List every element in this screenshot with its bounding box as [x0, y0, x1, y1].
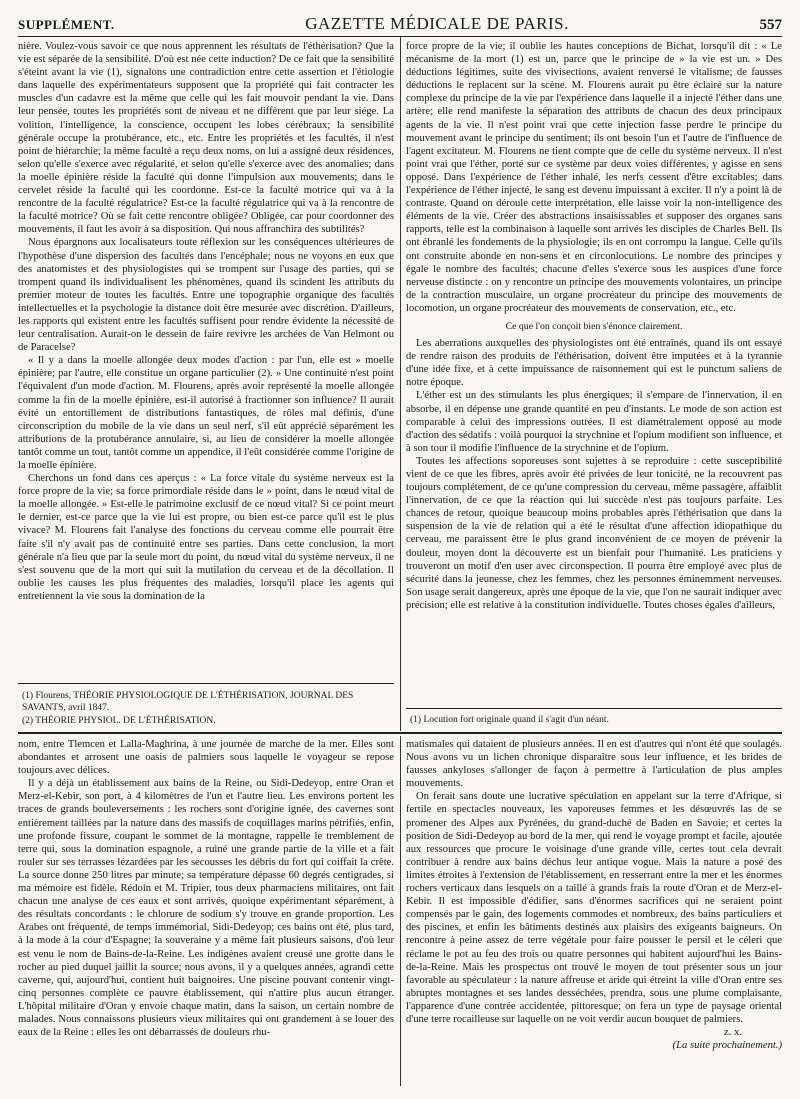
paragraph: nière. Voulez-vous savoir ce que nous apprennent les résultats de l'éthérisation? Que la vie est séparée de la sensibilité. D'où est née cette induction? De ce fait que la sensibilité s'éteint avant la vie (1), signalons une contradiction entre cette assertion et l'étiologie dans laquelle des expérimentateurs supposent que la propriété qui fait contracter les muscles d'un cadavre est la même que celle qui les fait mouvoir pendant la vie. Dans leur pensée, toutes les propriétés sont de niveau et ne diffèrent que par leur siége. La volition, l'intelligence, la conscience, occupent les lobes cérébraux; la sensibilité générale occupe la protubérance, etc., etc. Entre les propriétés et les facultés, il n'est point de hiérarchie; la même faculté a reçu deux noms, on lui a assigné deux résidences, selon qu'elle s'exerce avec régularité, et selon qu'elle s'exerce avec des anomalies; dans la moelle épinière réside la faculté qui donne l'impulsion aux mouvements; dans le cervelet réside la faculté qui les coordonne. Est-ce la faculté motrice qui va à la rencontre de la faculté régulatrice? Est-ce la faculté régulatrice qui va à la rencontre de la faculté motrice? Où se fait cette rencontre obligée? Obligée, car pour coordonner des mouvements, il faut les avoir à sa disposition. Qui nous affranchira des subtilités? [18, 41, 394, 236]
lower-right-column [406, 738, 782, 1090]
author-signature: z. x. [724, 1027, 742, 1039]
paragraph: « Il y a dans la moelle allongée deux modes d'action : par l'un, elle est » moelle épinière; par l'autre, elle constitue un organe particulier (2). » Une continuité n'est point l'équivalent d'un mode d'action. M. Flourens, après avoir représenté la moelle allongée comme la fin de la moelle épinière, est-il autorisé à fractionner son influence? Il aurait évité un entortillement de distributions fantastiques, de rôles mal définis, d'une circonscription du mobile de la vie dans un seul nerf, s'il eût apprécié séparément les attributions de la protubérance annulaire, si, au lieu de considérer la moelle allongée tantôt comme un tout, tantôt comme un appendice, il l'eût considérée comme l'origine de la moelle épinière. [18, 355, 394, 471]
upper-left-footnotes [18, 690, 394, 728]
paragraph: Toutes les affections soporeuses sont sujettes à se reproduire : cette susceptibilité vient de ce que les fibres, après avoir été privées de leur tonicité, ne la recouvrent pas toujours complétement, de ce qu'une compression du cerveau, même passagère, affaiblit l'innervation, de ce que la réaction qui lui succède n'est pas toujours parfaite. Les chances de retour, quoique beaucoup moins probables après l'éthérisation que dans la suspension de la vie de relation qui a été le résultat d'une affection idiopathique du cerveau, me paraissent être le plus grand inconvénient de ce moyen de prévenir la douleur, moyen dont la découverte est un bienfait pour l'humanité. Les praticiens y trouveront un motif d'en user avec circonspection. Il pourra être employé avec plus de sécurité dans la jeunesse, chez les femmes, chez les personnes éminemment nerveuses. Son usage serait dangereux, après une époque de la vie, que l'on ne saurait indiquer avec précision; elle est relative à la constitution individuelle. Toutes choses égales d'ailleurs, [406, 455, 782, 611]
section-separator [18, 732, 782, 734]
footnote: (1) Flourens, THÉORIE PHYSIOLOGIQUE DE L'ÉTHÉRISATION, JOURNAL DES SAVANTS, avril 1847. [22, 691, 354, 713]
journal-title: GAZETTE MÉDICALE DE PARIS. [305, 14, 569, 33]
paragraph: Il y a déjà un établissement aux bains de la Reine, ou Sidi-Dedeyop, entre Oran et Merz-el-Kebir, son port, à 4 kilomètres de l'un et l'autre lieu. Les environs portent les traces de grands bouleversements : les rochers sont d'origine ignée, des cavernes sont entièrement taillées par la nature dans des massifs de coquillages marins pétrifiés, enfin, une profonde fissure, coupant le sommet de la montagne, rappelle le tremblement de terre qui, sous la domination espagnole, a ruiné une grande partie de la ville et a fait rouler sur ses terrasses lézardées par les secousses les débris du fort qui coiffait la crête. La source donne 250 litres par minute; sa température dépasse 60 degrés centigrades, si ma mémoire est fidèle. Rédoin et M. Tripier, tous deux pharmaciens militaires, ont fait chacun une analyse de ces eaux et sont arrivés, quoique expérimentant séparément, à des résultats concordants : le chlorure de sodium s'y trouve en grande proportion. Les Arabes ont fréquenté, de temps immémorial, Sidi-Dedeyop; ces bains ont été, plus tard, à la mode à la cour d'Espagne; la souveraine y a même fait plusieurs saisons, d'où leur est venu le nom de Bains-de-la-Reine. Les indigènes avaient creusé une grotte dans le rocher au pied duquel jaillit la source; nous avons, il y a quelques années, agrandi cette caverne, qui, aujourd'hui, contient huit baignoires. Une piscine pouvant contenir vingt-cinq personnes complète ce pauvre établissement, qui n'attire plus aucun étranger. L'hôpital militaire d'Oran y envoie chaque matin, dans la saison, un certain nombre de malades. Nous connaissons plusieurs vieux militaires qui ont grandement à se louer des eaux de la Reine : elles les ont débarrassés de douleurs rhu- [18, 778, 394, 1039]
paragraph: On ferait sans doute une lucrative spéculation en appelant sur la terre d'Afrique, si fertile en spectacles nouveaux, les vaporeuses femmes et les désœuvrés las de se promener des Alpes aux Pyrénées, du grand-duché de Baden en Savoie; et certes la position de Sidi-Dedeyop au bord de la mer, qui rend le voyage prompt et facile, ajoutée aux ressources que procure le voisinage d'une grande ville, certes tout cela devrait contribuer à rendre aux bains déchus leur antique vogue. Mais la nature a posé des limites étroites à l'extension de l'établissement, en resserrant entre la mer et les énormes rochers verticaux dans lesquels on a taillé à grands frais la route d'Oran et de Merz-el-Kebir. Il est impossible d'édifier, sans d'énormes sacrifices qui ne seraient point compensés par le gain, des logements commodes et nombreux, des bains particuliers et des piscines, et enfin les bâtiments destinés aux plaisirs des exigeants baigneurs. On rencontre à peine assez de terre végétale pour faire pousser le persil et le céleri que réclame le pot au feu des trois ou quatre personnes qui habitent aujourd'hui les Bains-de-la-Reine. Mais les prospectus ont trouvé le moyen de tout présenter sous un jour favorable au spéculateur : la nature affreuse et aride qui étreint la ville d'Oran entre ses abruptes montagnes et ses landes desséchées, prendra, sous une plume complaisante, l'apparence d'une contrée accidentée, pittoresque; on fera un type de paysage oriental d'une terre rocailleuse sur laquelle on ne voit verdir aucun bouquet de palmiers. [406, 791, 782, 1025]
paragraph: matismales qui dataient de plusieurs années. Il en est d'autres qui n'ont été que soulagés. Nous avons vu un lichen chronique disparaître sous leur influence, et les brides de fausses ankyloses s'allonger de façon à permettre à l'articulation de plus amples mouvements. [406, 739, 782, 790]
paragraph: Les aberrations auxquelles des physiologistes ont été entraînés, quand ils ont essayé de rendre raison des produits de l'éthérisation, doivent être imputées et à la tyrannie d'une idée fixe, et à cette impuissance de raisonnement qui est le punctum saliens de notre époque. [406, 338, 782, 389]
upper-right-column [406, 40, 782, 700]
page-header [18, 14, 782, 34]
continuation-note: (La suite prochainement.) [672, 1040, 782, 1052]
supplement-label: SUPPLÉMENT. [18, 17, 115, 32]
footnote-rule [406, 708, 782, 709]
lower-left-column [18, 738, 394, 1090]
paragraph: nom, entre Tlemcen et Lalla-Maghrina, à une journée de marche de la mer. Elles sont abondantes et arrosent une oasis de palmiers sous laquelle le voyageur se repose toujours avec délices. [18, 739, 394, 777]
footnote: (1) Locution fort originale quand il s'agit d'un néant. [410, 715, 609, 725]
page-number: 557 [759, 17, 782, 33]
upper-right-footnote [406, 714, 782, 727]
lower-column-divider [400, 736, 401, 1086]
paragraph: Cherchons un fond dans ces aperçus : « La force vitale du système nerveux est la force propre de la vie; sa force primordiale réside dans le » point, dans le nœud vital de la moelle allongée. » Est-elle le patrimoine exclusif de ce nœud vital? Si ce point meurt le dernier, est-ce parce que la vie lui est propre, ou bien est-ce parce qu'il est le plus vivace? M. Flourens fait l'analyse des fonctions du cerveau comme elle pourrait être faite s'il n'y avait pas de continuité entre ses parties. Dans cette conclusion, la mort générale n'a lieu que par la seule mort du point, du nœud vital du système nerveux, il ne s'est souvenu que de la mort qui suit la mutilation du cerveau et de la décollation. Il oublie les causes les plus fréquentes des maladies, lorsqu'il place les agents qui entretiennent la vie sous la domination de la [18, 473, 394, 602]
paragraph: Nous épargnons aux localisateurs toute réflexion sur les conséquences ultérieures de l'hypothèse d'une dispersion des facultés dans l'encéphale; nous ne voyons en eux que des anatomistes et des physiologistes qui se trompent sur l'usage des parties, qui se trompent quand ils individualisent les phénomènes, quand ils scindent les attributs du premier moteur de toutes les facultés. Entre une topographie organique des facultés intellectuelles et la psychologie la distance doit être mesurée avec discrétion. D'ailleurs, les rapports qui existent entre les facultés suffisent pour rendre évidente la nécessité de leur centralisation. Aurait-on le dessein de faire revivre les archées de Van Helmont ou de Paracelse? [18, 237, 394, 354]
section-heading: Ce que l'on conçoit bien s'énonce clairement. [505, 320, 683, 332]
upper-column-divider [400, 37, 401, 731]
upper-left-column [18, 40, 394, 678]
paragraph: L'éther est un des stimulants les plus énergiques; il s'empare de l'innervation, il en absorbe, il en dépense une grande quantité en peu d'instants. Le mode de son action est comparable à celui des impressions outrées. Il est diamétralement opposé au mode d'action des sédatifs : voilà pourquoi la strychnine et l'opium modifient son influence, et à son tour il modifie l'influence de la strychnine et de l'opium. [406, 390, 782, 454]
footnote: (2) THÉORIE PHYSIOL. DE L'ÉTHÉRISATION. [22, 716, 216, 726]
footnote-rule [18, 683, 394, 684]
paragraph: force propre de la vie; il oublie les hautes conceptions de Bichat, lorsqu'il dit : « Le mécanisme de la mort (1) est un, parce que le principe de » la vie est un. » Des déductions légitimes, suite des vivisections, avaient renversé le vitalisme; de fausses déductions le replacent sur la scène. M. Flourens aurait pu être éclairé sur la nature complexe du principe de la vie par l'expérience dans laquelle il a injecté l'éther dans une artère; elle rend manifeste la séparation des attributs de chacun des deux principaux agents de la vie. Il n'est point vrai que cette injection fasse perdre le principe du mouvement avant le principe du sentiment; ils ont besoin l'un et l'autre de l'influence de l'agent excitateur. M. Flourens ne tient compte que de celle du système nerveux. Il n'est point vrai que l'éther, porté sur ce système par deux voies différentes, y agisse en sens opposé. Dans l'expérience de l'éther inhalé, les nerfs cessent d'être excitables; dans l'expérience de l'éther injecté, le sang est devenu impuissant à exciter. Il n'y a point là de contraste. Quand on déroule cette interprétation, elle laisse voir la non-intelligence des éléments de la vie. Créer des abstractions insaisissables et supposer des organes sans rapports, telle est la combinaison à laquelle sont arrivés les disciples de Charles Bell. Ils ont ébranlé les fondements de la physiologie; ils en ont corrompu la langue. Celle qu'ils ont construite abonde en non-sens et en circonlocutions. Le nombre des principes y égale le nombre des facultés; chacune d'elles s'exerce sous les auspices d'une force nerveuse distincte : on y rencontre un principe des mouvements volontaires, un principe de la contraction musculaire, un organe procréateur du principe des mouvements de locomotion, un organe procréateur des mouvements de conservation, etc., etc. [406, 41, 782, 314]
